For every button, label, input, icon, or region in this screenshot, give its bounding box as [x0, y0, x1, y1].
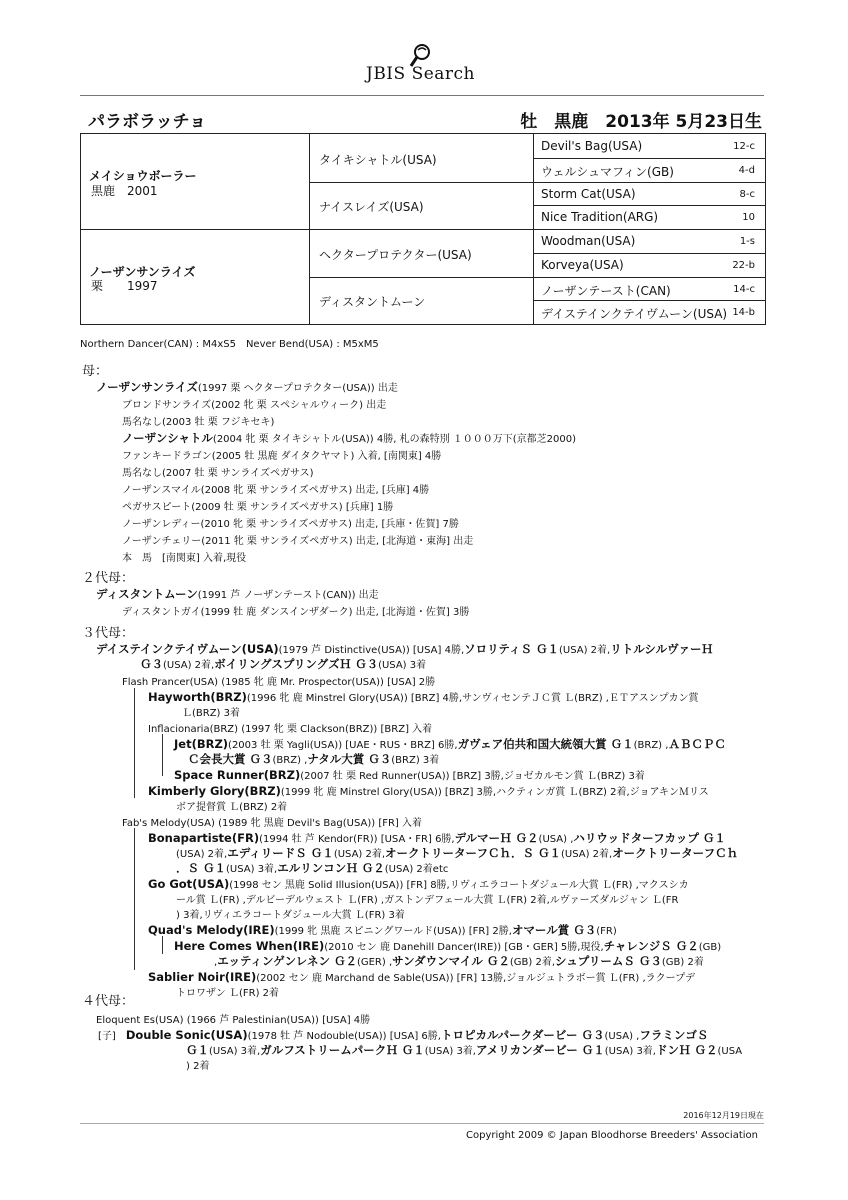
family-line: ファンキードラゴン(2005 牡 黒鹿 ダイタクヤマト) 入着, [南関東] 4勝 — [122, 451, 442, 462]
sire-name: メイショウボーラー — [89, 169, 197, 183]
family-line: Here Comes When(IRE)(2010 セン 鹿 Danehill Dancer(IRE)) [GB・GER] 5勝,現役,チャレンジＳ Ｇ２(GB) — [174, 939, 722, 953]
family-line: Eloquent Es(USA) (1966 芦 Palestinian(USA)) [USA] 4勝 — [96, 1015, 371, 1026]
family-line: ) 2着 — [186, 1061, 210, 1072]
family-line: Ｇ１(USA) 3着,ガルフストリームパークＨ Ｇ１(USA) 3着,アメリカンダービー Ｇ１(USA) 3着,ドンＨ Ｇ２(USA — [186, 1043, 743, 1057]
family-line: [子] Double Sonic(USA)(1978 牡 芦 Nodouble(USA)) [USA] 6勝,トロピカルパークダービー Ｇ３(USA) ,フラミンゴＳ — [98, 1028, 709, 1042]
family-line: Bonapartiste(FR)(1994 牡 芦 Kendor(FR)) [USA・FR] 6勝,デルマーＨ Ｇ２(USA) ,ハリウッドターフカップ Ｇ１ — [148, 831, 726, 845]
family-line: ノーザンシャトル(2004 牝 栗 タイキシャトル(USA)) 4勝, 札の森特別 １０００万下(京都芝2000) — [122, 431, 577, 445]
family-line: 馬名なし(2003 牡 栗 フジキセキ) — [122, 417, 275, 428]
family-line: ボア提督賞 Ｌ(BRZ) 2着 — [176, 802, 288, 813]
ggp-8: デイステインクテイヴムーン(USA) — [541, 307, 728, 321]
family-line: Ｇ３(USA) 2着,ボイリングスプリングズＨ Ｇ３(USA) 3着 — [140, 657, 427, 671]
horse-info: 牡 黒鹿 2013年 5月23日生 — [520, 112, 762, 132]
family-line: Flash Prancer(USA) (1985 牝 鹿 Mr. Prospector(USA)) [USA] 2勝 — [122, 677, 436, 688]
ggp-6-code: 22-b — [732, 260, 755, 271]
family-line: トロワザン Ｌ(FR) 2着 — [176, 988, 280, 999]
dam-dam: ディスタントムーン — [319, 295, 426, 309]
dam-sire: ヘクタープロテクター(USA) — [319, 248, 472, 262]
family-line: ) 3着,リヴィエラコートダジュール大賞 Ｌ(FR) 3着 — [176, 910, 405, 921]
sire-sub: 黒鹿 2001 — [91, 184, 158, 198]
family-line: ディスタントガイ(1999 牡 鹿 ダンスインザダーク) 出走, [北海道・佐賀] 3勝 — [122, 607, 470, 618]
family-line: ディスタントムーン(1991 芦 ノーザンテースト(CAN)) 出走 — [96, 587, 379, 601]
pedigree-table — [80, 133, 766, 325]
jbis-search-logo — [348, 40, 508, 88]
ggp-3-code: 8-c — [739, 189, 755, 200]
ggp-7: ノーザンテースト(CAN) — [541, 284, 671, 298]
section-dam: 母： — [82, 364, 109, 379]
family-line: ．Ｓ Ｇ１(USA) 3着,エルリンコンＨ Ｇ２(USA) 2着etc — [176, 861, 449, 875]
family-line: Kimberly Glory(BRZ)(1999 牝 鹿 Minstrel Glory(USA)) [BRZ] 3勝,ハクティンガ賞 Ｌ(BRZ) 2着,ジョアキンＭリス — [148, 784, 709, 798]
family-line: Jet(BRZ)(2003 牡 栗 Yagli(USA)) [UAE・RUS・BRZ] 6勝,ガヴェア伯共和国大統領大賞 Ｇ１(BRZ) ,ＡＢＣＰＣ — [174, 737, 726, 751]
sire-sire: タイキシャトル(USA) — [319, 153, 437, 167]
family-line: Quad's Melody(IRE)(1999 牝 黒鹿 スピニングワールド(USA)) [FR] 2勝,オマール賞 Ｇ３(FR) — [148, 923, 617, 937]
dam-sub: 栗 1997 — [91, 279, 158, 293]
ggp-2-code: 4-d — [738, 165, 755, 176]
family-line: Hayworth(BRZ)(1996 牝 鹿 Minstrel Glory(USA)) [BRZ] 4勝,サンヴィセンテＪＣ賞 Ｌ(BRZ) ,ＥＴアスンプカン賞 — [148, 690, 699, 704]
ggp-3: Storm Cat(USA) — [541, 187, 636, 201]
family-line: Ｃ会長大賞 Ｇ３(BRZ) ,ナタル大賞 Ｇ３(BRZ) 3着 — [188, 752, 440, 766]
family-line: ,エッティンゲンレネン Ｇ２(GER) ,サンダウンマイル Ｇ２(GB) 2着,シュプリームＳ Ｇ３(GB) 2着 — [214, 954, 704, 968]
section-gen2: ２代母： — [82, 571, 135, 586]
ggp-7-code: 14-c — [733, 284, 755, 295]
family-line: Inflacionaria(BRZ) (1997 牝 栗 Clackson(BRZ)) [BRZ] 入着 — [148, 724, 433, 735]
ggp-2: ウェルシュマフィン(GB) — [541, 165, 674, 179]
copyright: Copyright 2009 © Japan Bloodhorse Breeders' Association — [466, 1130, 758, 1141]
family-line: デイステインクテイヴムーン(USA)(1979 芦 Distinctive(USA)) [USA] 4勝,ソロリティＳ Ｇ１(USA) 2着,リトルシルヴァーＨ — [96, 642, 714, 656]
ggp-4: Nice Tradition(ARG) — [541, 210, 659, 224]
inbreeding-note: Northern Dancer(CAN) : M4xS5 Never Bend(USA) : M5xM5 — [80, 339, 379, 350]
family-line: ール賞 Ｌ(FR) ,デルビーデルウェスト Ｌ(FR) ,ガストンデフェール大賞 Ｌ(FR) 2着,ルヴァーズダルジャン Ｌ(FR — [176, 895, 679, 906]
section-gen4: ４代母： — [82, 994, 135, 1009]
family-line: ペガサスピート(2009 牡 栗 サンライズペガサス) [兵庫] 1勝 — [122, 502, 394, 513]
family-line: (USA) 2着,エディリードＳ Ｇ１(USA) 2着,オークトリーターフＣｈ．Ｓ Ｇ１(USA) 2着,オークトリーターフＣｈ — [176, 846, 739, 860]
ggp-8-code: 14-b — [732, 307, 755, 318]
family-line: ブロンドサンライズ(2002 牝 栗 スペシャルウィーク) 出走 — [122, 400, 387, 411]
family-line: Space Runner(BRZ)(2007 牡 栗 Red Runner(USA)) [BRZ] 3勝,ジョゼカルモン賞 Ｌ(BRZ) 3着 — [174, 768, 645, 782]
ggp-5: Woodman(USA) — [541, 234, 636, 248]
sire-dam: ナイスレイズ(USA) — [319, 200, 424, 214]
family-line: ノーザンチェリー(2011 牝 栗 サンライズペガサス) 出走, [北海道・東海] 出走 — [122, 536, 474, 547]
family-line: ノーザンサンライズ(1997 栗 ヘクタープロテクター(USA)) 出走 — [96, 380, 398, 394]
family-line: ノーザンスマイル(2008 牝 栗 サンライズペガサス) 出走, [兵庫] 4勝 — [122, 485, 430, 496]
family-line: 馬名なし(2007 牡 栗 サンライズペガサス) — [122, 468, 314, 479]
family-line: ノーザンレディー(2010 牝 栗 サンライズペガサス) 出走, [兵庫・佐賀] 7勝 — [122, 519, 459, 530]
footer-rule — [80, 1123, 764, 1124]
family-line: Go Got(USA)(1998 セン 黒鹿 Solid Illusion(USA)) [FR] 8勝,リヴィエラコートダジュール大賞 Ｌ(FR) ,マクスシカ — [148, 877, 689, 891]
ggp-4-code: 10 — [742, 212, 755, 223]
dam-name: ノーザンサンライズ — [89, 265, 196, 279]
family-line: Fab's Melody(USA) (1989 牝 黒鹿 Devil's Bag(USA)) [FR] 入着 — [122, 818, 423, 829]
as-of-date: 2016年12月19日現在 — [683, 1111, 764, 1120]
family-line: Sablier Noir(IRE)(2002 セン 鹿 Marchand de Sable(USA)) [FR] 13勝,ジョルジュトラボー賞 Ｌ(FR) ,ラクープデ — [148, 970, 696, 984]
family-line: 本 馬 [南関東] 入着,現役 — [122, 553, 247, 564]
horse-name: パラボラッチョ — [88, 112, 207, 132]
ggp-6: Korveya(USA) — [541, 258, 624, 272]
header-rule — [80, 95, 764, 96]
section-gen3: ３代母： — [82, 626, 135, 641]
ggp-1: Devil's Bag(USA) — [541, 139, 643, 153]
family-line: Ｌ(BRZ) 3着 — [182, 708, 241, 719]
ggp-5-code: 1-s — [739, 236, 755, 247]
ggp-1-code: 12-c — [733, 141, 755, 152]
logo-text: JBIS Search — [366, 64, 476, 84]
